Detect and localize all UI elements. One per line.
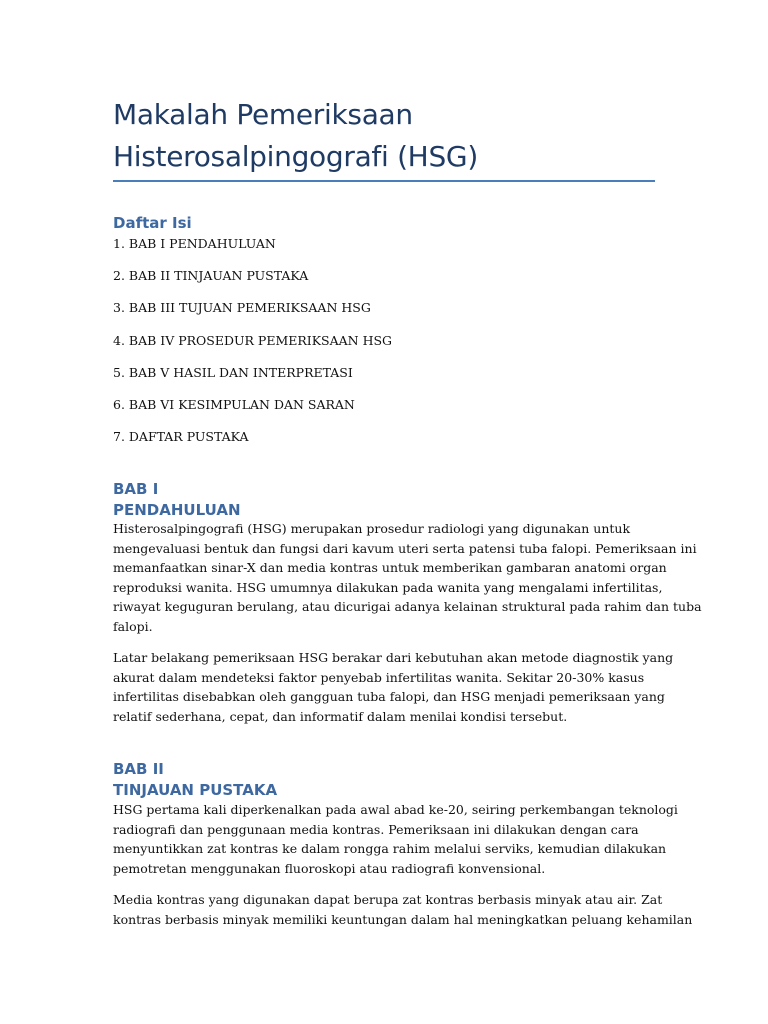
bab2-heading-number: BAB II xyxy=(113,760,164,778)
text-line: menyuntikkan zat kontras ke dalam rongga rahim melalui serviks, kemudian dilakukan xyxy=(113,841,667,856)
bab2-paragraph-2 xyxy=(113,890,693,929)
text-line: pemotretan menggunakan fluoroskopi atau radiografi konvensional. xyxy=(113,860,546,876)
bab2-paragraph-1 xyxy=(113,800,678,878)
text-line: radiografi dan penggunaan media kontras. Pemeriksaan ini dilakukan dengan cara xyxy=(113,821,639,837)
text-line: riwayat keguguran berulang, atau dicurigai adanya kelainan struktural pada rahim dan tuba xyxy=(113,599,702,614)
toc-item: 7. DAFTAR PUSTAKA xyxy=(113,429,249,445)
toc-item: 6. BAB VI KESIMPULAN DAN SARAN xyxy=(113,396,355,412)
toc-item: 5. BAB V HASIL DAN INTERPRETASI xyxy=(113,364,353,380)
toc-heading: Daftar Isi xyxy=(113,214,192,232)
toc-item: 2. BAB II TINJAUAN PUSTAKA xyxy=(113,268,309,284)
bab2-heading-title: TINJAUAN PUSTAKA xyxy=(113,781,278,799)
text-line: Histerosalpingografi (HSG) merupakan prosedur radiologi yang digunakan untuk xyxy=(113,521,631,536)
title-line-1: Makalah Pemeriksaan xyxy=(113,98,413,131)
document-title xyxy=(113,94,655,178)
title-divider xyxy=(113,180,655,182)
toc-item: 4. BAB IV PROSEDUR PEMERIKSAAN HSG xyxy=(113,332,393,348)
text-line: falopi. xyxy=(113,618,153,634)
toc-item: 3. BAB III TUJUAN PEMERIKSAAN HSG xyxy=(113,300,371,316)
bab1-heading xyxy=(113,479,241,521)
text-line: mengevaluasi bentuk dan fungsi dari kavum uteri serta patensi tuba falopi. Pemeriksaan ini xyxy=(113,540,697,556)
text-line: relatif sederhana, cepat, dan informatif dalam menilai kondisi tersebut. xyxy=(113,708,568,724)
bab1-paragraph-2 xyxy=(113,648,674,726)
title-line-2: Histerosalpingografi (HSG) xyxy=(113,140,478,173)
text-line: reproduksi wanita. HSG umumnya dilakukan pada wanita yang mengalami infertilitas, xyxy=(113,579,663,595)
bab1-heading-number: BAB I xyxy=(113,480,159,498)
text-line: kontras berbasis minyak memiliki keuntungan dalam hal meningkatkan peluang kehamilan xyxy=(113,911,693,927)
bab2-heading xyxy=(113,759,277,801)
bab1-heading-title: PENDAHULUAN xyxy=(113,501,241,519)
text-line: HSG pertama kali diperkenalkan pada awal abad ke-20, seiring perkembangan teknologi xyxy=(113,802,678,817)
toc-item: 1. BAB I PENDAHULUAN xyxy=(113,236,276,251)
text-line: infertilitas disebabkan oleh gangguan tuba falopi, dan HSG menjadi pemeriksaan yang xyxy=(113,689,665,704)
text-line: Media kontras yang digunakan dapat berupa zat kontras berbasis minyak atau air. Zat xyxy=(113,892,663,907)
bab1-paragraph-1 xyxy=(113,519,702,636)
text-line: akurat dalam mendeteksi faktor penyebab infertilitas wanita. Sekitar 20-30% kasus xyxy=(113,669,645,685)
text-line: Latar belakang pemeriksaan HSG berakar dari kebutuhan akan metode diagnostik yang xyxy=(113,650,674,665)
text-line: memanfaatkan sinar-X dan media kontras untuk memberikan gambaran anatomi organ xyxy=(113,560,667,575)
table-of-contents xyxy=(113,234,392,459)
